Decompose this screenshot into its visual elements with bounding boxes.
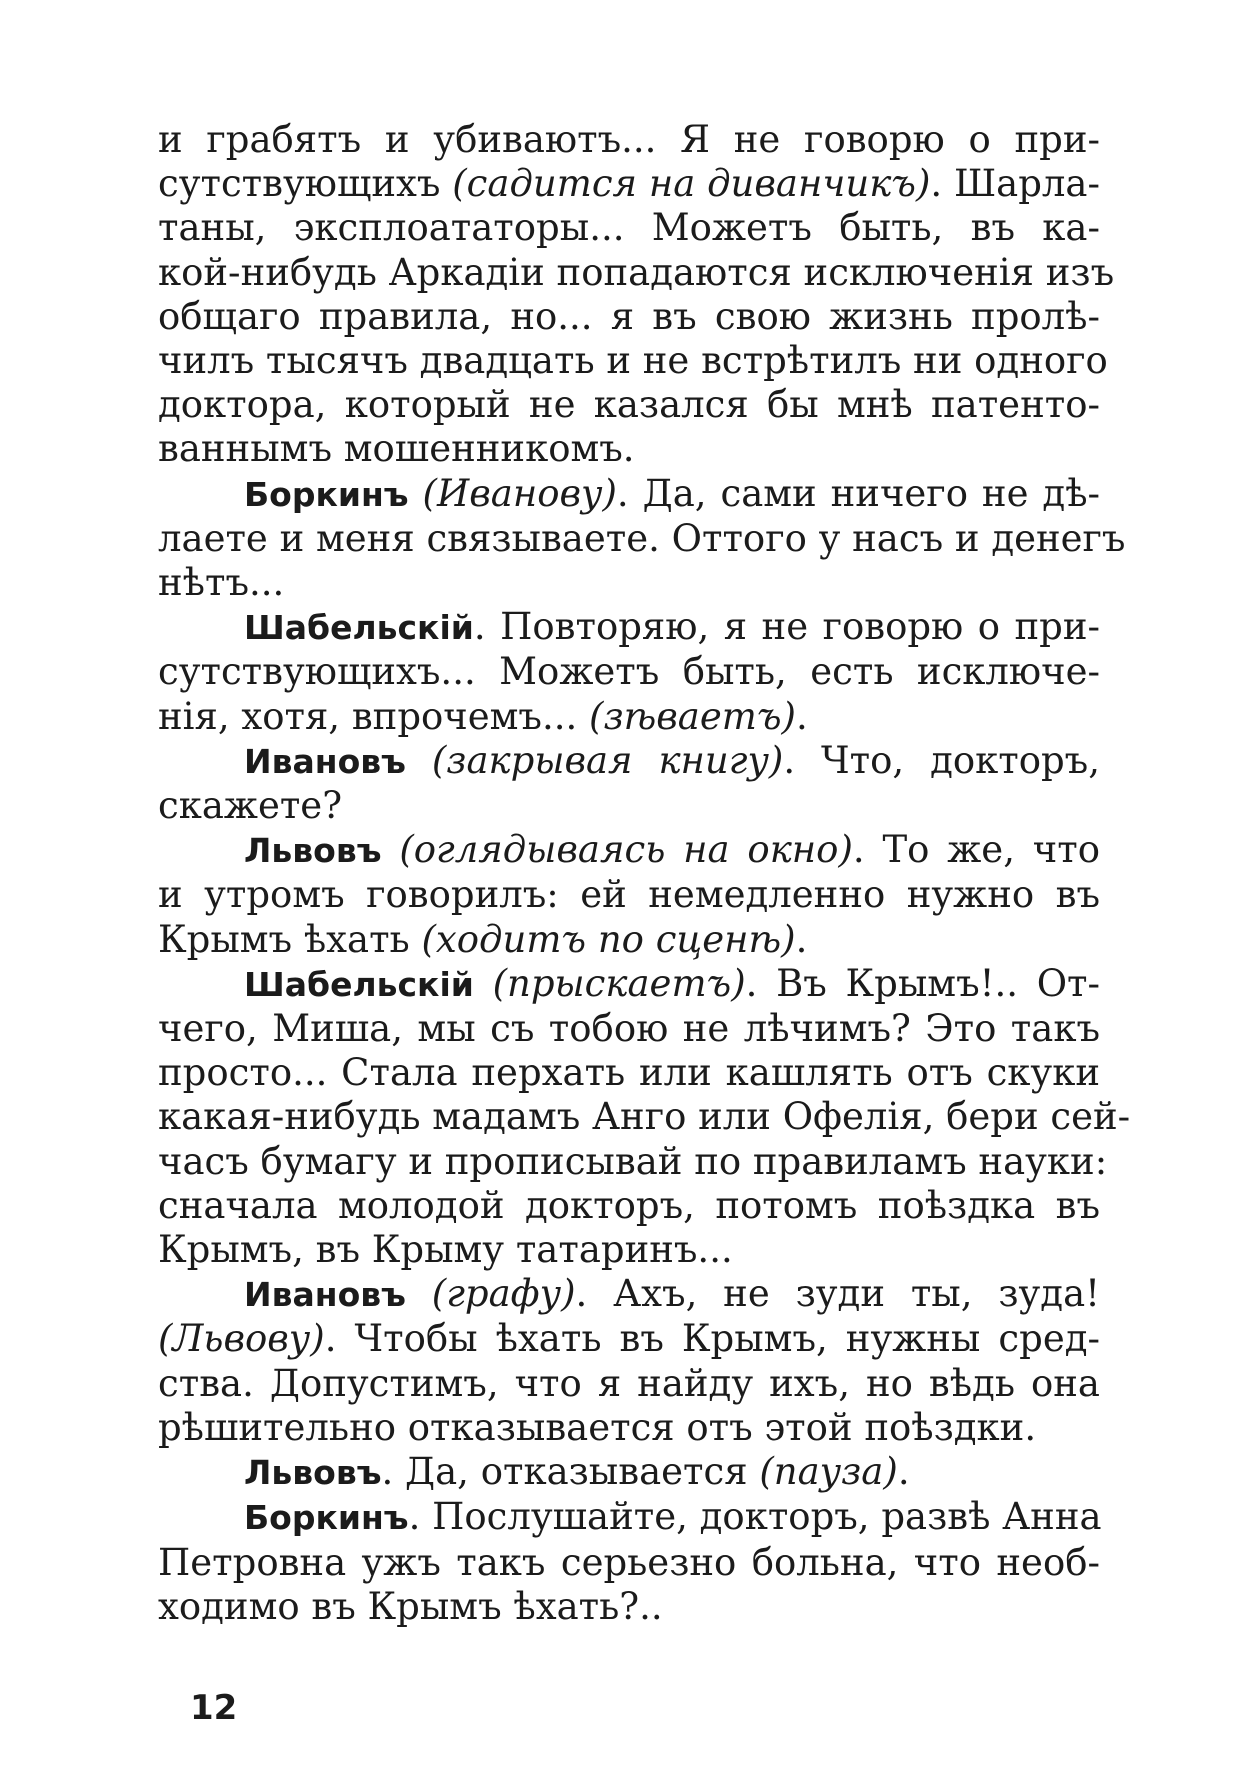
speaker-name: Ивановъ xyxy=(244,741,406,781)
stage-direction: (Иванову) xyxy=(422,471,617,515)
text-line: просто... Стала перхать или кашлять отъ скуки xyxy=(158,1051,1100,1095)
stage-direction: (зѣваетъ) xyxy=(589,694,796,738)
stage-direction: (садится на диванчикъ) xyxy=(452,162,931,206)
page-number: 12 xyxy=(190,1688,238,1728)
text-line: рѣшительно отказывается отъ этой поѣздки. xyxy=(158,1405,1037,1449)
text-run: Крымъ ѣхать xyxy=(158,917,422,961)
text-line xyxy=(158,739,1100,784)
stage-direction: (прыскаетъ) xyxy=(492,961,746,1005)
text-line xyxy=(158,962,1100,1007)
text-run xyxy=(406,1272,432,1315)
text-line xyxy=(158,918,1100,962)
play-text xyxy=(158,118,1131,1629)
text-run: . Чтобы ѣхать въ Крымъ, нужны сред- xyxy=(324,1317,1100,1361)
text-line: скажете? xyxy=(158,784,343,828)
stage-direction: (графу) xyxy=(431,1272,576,1316)
text-run xyxy=(406,739,432,782)
stage-direction: (пауза) xyxy=(759,1450,898,1494)
text-line: какая-нибудь мадамъ Анго или Офелія, бери сей- xyxy=(158,1095,1131,1139)
speaker-name: Шабельскій xyxy=(244,608,474,648)
text-run xyxy=(409,472,423,515)
text-line: доктора, который не казался бы мнѣ патенто- xyxy=(158,383,1100,427)
text-line: и утромъ говорилъ: ей немедленно нужно въ xyxy=(158,873,1100,917)
text-line xyxy=(158,695,1100,739)
text-line: Крымъ, въ Крыму татаринъ... xyxy=(158,1228,733,1272)
text-line xyxy=(158,472,1100,517)
speaker-name: Ивановъ xyxy=(244,1275,406,1315)
speaker-name: Львовъ xyxy=(244,831,382,871)
text-line: лаете и меня связываете. Оттого у насъ и денегъ xyxy=(158,516,1126,560)
text-line: нѣтъ... xyxy=(158,561,285,605)
text-run: . xyxy=(795,694,808,738)
text-run: . Въ Крымъ!.. От- xyxy=(745,961,1101,1005)
text-line xyxy=(158,828,1100,873)
text-run: . То же, что xyxy=(852,828,1100,872)
text-run: . Да, отказывается xyxy=(381,1450,760,1494)
text-run: . Шарла- xyxy=(930,162,1100,206)
text-run: нія, хотя, впрочемъ... xyxy=(158,694,590,738)
text-line: чего, Миша, мы съ тобою не лѣчимъ? Это такъ xyxy=(158,1007,1100,1051)
text-run: . xyxy=(897,1450,910,1494)
text-line: ходимо въ Крымъ ѣхать?.. xyxy=(158,1584,663,1628)
text-run: . Ахъ, не зуди ты, зуда! xyxy=(575,1272,1101,1316)
text-line: ства. Допустимъ, что я найду ихъ, но вѣдь она xyxy=(158,1361,1100,1405)
stage-direction: (Львову) xyxy=(158,1317,325,1361)
text-line: кой-нибудь Аркадіи попадаются исключенія изъ xyxy=(158,250,1115,294)
text-run xyxy=(382,828,400,871)
stage-direction: (оглядываясь на окно) xyxy=(399,828,853,872)
speaker-name: Львовъ xyxy=(244,1453,382,1493)
speaker-name: Шабельскій xyxy=(244,964,474,1004)
text-line: часъ бумагу и прописывай по правиламъ науки: xyxy=(158,1139,1108,1183)
text-line: общаго правила, но... я въ свою жизнь пролѣ- xyxy=(158,294,1100,338)
text-run xyxy=(474,962,493,1005)
text-line: и грабятъ и убиваютъ... Я не говорю о при- xyxy=(158,118,1100,161)
text-run: . Да, сами ничего не дѣ- xyxy=(616,471,1101,515)
text-run: . Что, докторъ, xyxy=(783,738,1100,782)
text-line: таны, эксплоататоры... Можетъ быть, въ ка- xyxy=(158,206,1100,250)
speaker-name: Боркинъ xyxy=(244,1498,409,1538)
speaker-name: Боркинъ xyxy=(244,474,409,514)
text-run: сутствующихъ xyxy=(158,162,453,206)
text-line xyxy=(158,605,1100,650)
text-line xyxy=(158,1450,1100,1495)
text-line: ваннымъ мошенникомъ. xyxy=(158,427,635,471)
text-line xyxy=(158,1495,1100,1540)
text-line xyxy=(158,162,1100,206)
text-line xyxy=(158,1272,1100,1317)
text-line xyxy=(158,1317,1100,1361)
stage-direction: (ходитъ по сценѣ) xyxy=(421,917,796,961)
text-run: . xyxy=(795,917,808,961)
text-line: чилъ тысячъ двадцать и не встрѣтилъ ни одного xyxy=(158,339,1108,383)
text-run: . Повторяю, я не говорю о при- xyxy=(473,605,1100,649)
text-line: Петровна ужъ такъ серьезно больна, что необ- xyxy=(158,1540,1100,1584)
stage-direction: (закрывая книгу) xyxy=(431,738,784,782)
text-run: . Послушайте, докторъ, развѣ Анна xyxy=(408,1495,1102,1539)
text-line: сутствующихъ... Можетъ быть, есть исключе- xyxy=(158,650,1100,694)
text-line: сначала молодой докторъ, потомъ поѣздка въ xyxy=(158,1183,1100,1227)
